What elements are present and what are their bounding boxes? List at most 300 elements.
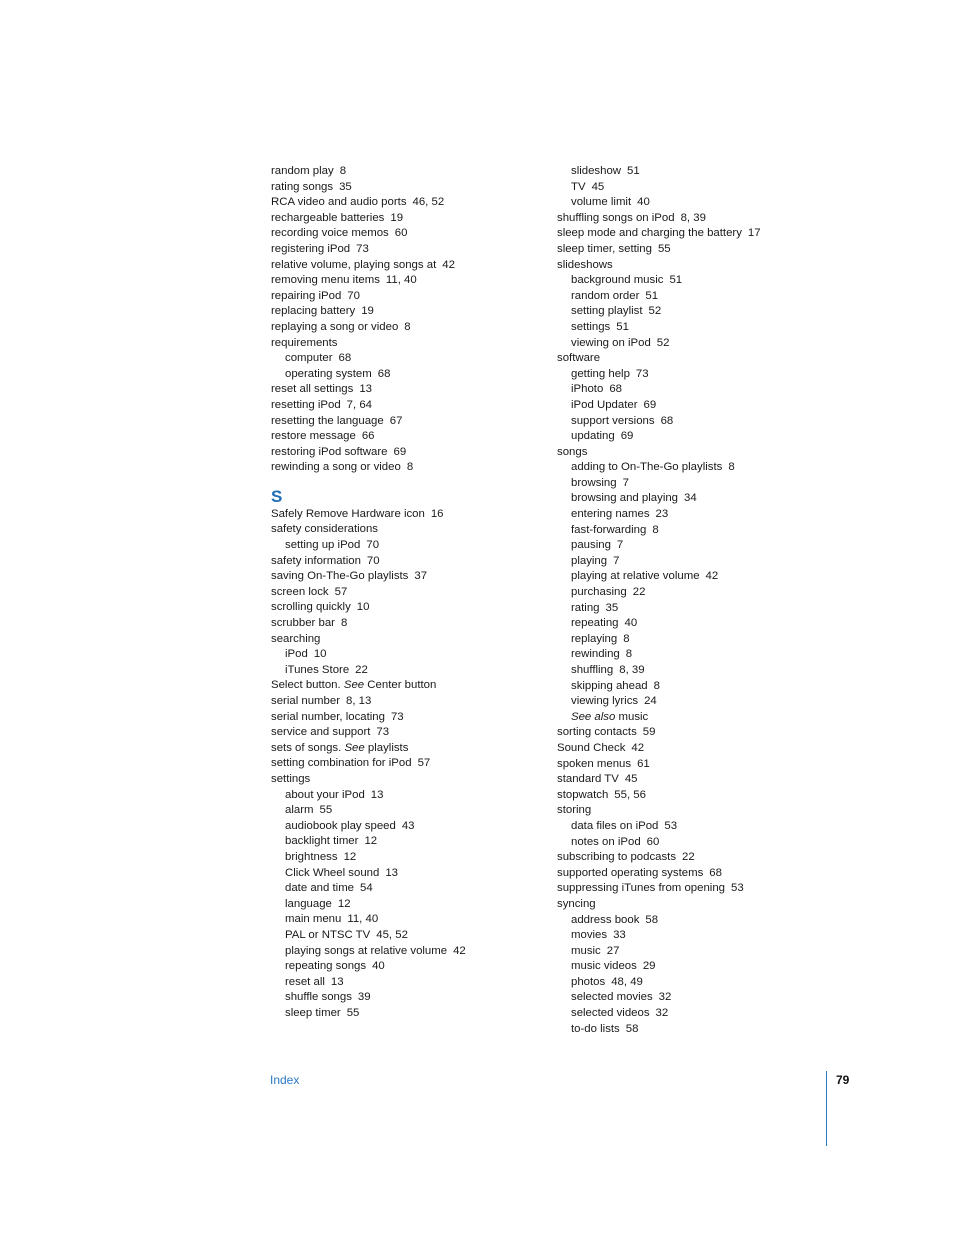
page-refs: 42: [442, 258, 455, 271]
index-entry: [271, 180, 531, 196]
page-refs: 73: [356, 242, 369, 255]
index-subentry: [557, 601, 837, 617]
page-refs: 7, 64: [346, 398, 372, 411]
entry-term: sleep timer, setting: [557, 242, 652, 255]
page-refs: 12: [337, 897, 351, 910]
index-subentry: [271, 819, 531, 835]
entry-term: repeating: [571, 617, 619, 630]
index-entry: [271, 445, 531, 461]
index-subentry: [557, 694, 837, 710]
entry-term: scrubber bar: [271, 617, 335, 630]
entry-term: data files on iPod: [571, 819, 659, 832]
index-entry: [271, 710, 531, 726]
entry-term: sets of songs.: [271, 741, 342, 754]
index-subentry: [557, 460, 837, 476]
entry-term: brightness: [285, 850, 338, 863]
see-reference: See: [343, 679, 365, 692]
page-refs: 12: [364, 835, 378, 848]
page-refs: 8: [625, 648, 633, 661]
page-refs: 11, 40: [347, 913, 379, 926]
entry-term: iPhoto: [571, 383, 604, 396]
index-entry: [271, 289, 531, 305]
index-entry: [271, 522, 531, 538]
page-refs: 73: [635, 367, 649, 380]
entry-term: shuffle songs: [285, 991, 352, 1004]
page-refs: 27: [606, 944, 620, 957]
index-subentry: [271, 850, 531, 866]
index-column-right: [557, 164, 837, 1037]
index-subentry: [271, 663, 531, 679]
page-refs: 22: [355, 663, 368, 676]
page-refs: 55: [319, 804, 333, 817]
page-refs: 45: [624, 773, 638, 786]
entry-term: address book: [571, 913, 640, 926]
page-refs: 51: [627, 165, 640, 177]
entry-term: selected movies: [571, 991, 653, 1004]
index-subentry: [271, 990, 531, 1006]
index-subentry: [271, 944, 531, 960]
entry-term: volume limit: [571, 196, 632, 209]
entry-term: sleep timer: [285, 1006, 341, 1019]
page-refs: 54: [360, 882, 373, 895]
index-entry: [271, 616, 531, 632]
page-refs: 60: [394, 227, 408, 240]
index-entry: [271, 195, 531, 211]
index-entry: [271, 304, 531, 320]
index-subentry: [557, 616, 837, 632]
index-entry: [557, 788, 837, 804]
entry-term: settings: [571, 320, 611, 333]
index-subentry: [557, 476, 837, 492]
page-refs: 8, 39: [619, 664, 645, 676]
index-entry: [271, 569, 531, 585]
entry-term: playing at relative volume: [571, 570, 700, 583]
entry-term: scrolling quickly: [271, 601, 351, 614]
index-entry: [271, 460, 531, 476]
page-refs: 51: [645, 289, 659, 302]
index-subentry: [557, 569, 837, 585]
page-refs: 48, 49: [611, 975, 643, 988]
page-refs: 10: [356, 601, 370, 614]
entry-term: purchasing: [571, 586, 627, 599]
see-also-reference: See also: [571, 710, 616, 723]
page-refs: 19: [361, 305, 374, 318]
page-refs: 8, 39: [680, 211, 706, 224]
entry-term: entering names: [571, 508, 650, 521]
page-refs: 8: [339, 165, 347, 177]
index-entry: [271, 211, 531, 227]
entry-term: operating system: [285, 367, 372, 380]
page-refs: 42: [631, 741, 645, 754]
page-refs: 55: [346, 1006, 360, 1019]
page-refs: 8: [728, 461, 735, 474]
page-refs: 58: [645, 913, 659, 926]
index-entry: [557, 226, 837, 242]
index-subentry: [557, 398, 837, 414]
page-refs: 68: [609, 383, 622, 396]
see-reference: See: [344, 741, 365, 754]
entry-term: playing songs at relative volume: [285, 944, 448, 957]
entry-term: RCA video and audio ports: [271, 196, 407, 209]
index-entry: [271, 756, 531, 772]
index-subentry: [557, 990, 837, 1006]
page-refs: 33: [613, 929, 626, 942]
page-refs: 68: [338, 352, 352, 365]
index-entry: [557, 242, 837, 258]
index-subentry: [271, 928, 531, 944]
page-refs: 19: [390, 211, 404, 224]
entry-term: relative volume, playing songs at: [271, 258, 437, 271]
page-refs: 68: [709, 866, 722, 879]
page-refs: 35: [339, 180, 352, 193]
page-refs: 66: [361, 430, 375, 443]
entry-term: alarm: [285, 804, 314, 817]
entry-term: Select button.: [271, 679, 341, 692]
index-subentry: [557, 304, 837, 320]
page-refs: 52: [648, 305, 662, 318]
index-subentry: [557, 710, 837, 726]
entry-term: software: [557, 352, 601, 365]
entry-term: Sound Check: [557, 741, 626, 754]
entry-term: browsing and playing: [571, 492, 679, 505]
entry-term: restoring iPod software: [271, 445, 388, 458]
entry-term: viewing lyrics: [571, 695, 639, 708]
page-refs: 57: [334, 585, 348, 598]
entry-term: language: [285, 897, 332, 910]
index-subentry: [271, 834, 531, 850]
entry-term: syncing: [557, 897, 596, 910]
entry-term: serial number, locating: [271, 710, 385, 723]
page-refs: 57: [417, 757, 431, 770]
index-subentry: [271, 788, 531, 804]
entry-term: restore message: [271, 430, 356, 443]
entry-term: random order: [571, 289, 640, 302]
page-refs: 73: [390, 710, 404, 723]
entry-term: TV: [571, 180, 586, 193]
entry-term: audiobook play speed: [285, 819, 396, 832]
index-subentry: [271, 647, 531, 663]
index-subentry: [557, 507, 837, 523]
see-target: playlists: [367, 741, 409, 754]
page-refs: 69: [643, 398, 657, 411]
entry-term: slideshows: [557, 258, 613, 271]
index-subentry: [557, 679, 837, 695]
entry-term: getting help: [571, 367, 630, 380]
entry-term: requirements: [271, 336, 338, 349]
index-entry: [557, 351, 837, 367]
page-refs: 51: [616, 320, 629, 333]
index-entry: [557, 725, 837, 741]
entry-term: serial number: [271, 695, 341, 707]
entry-term: main menu: [285, 913, 342, 926]
index-subentry: [557, 320, 837, 336]
page-refs: 42: [453, 944, 466, 957]
see-target: Center button: [367, 679, 437, 692]
index-letter-heading: S: [271, 486, 283, 506]
index-entry: [557, 445, 837, 461]
index-entry: [557, 897, 837, 913]
index-entry: [271, 585, 531, 601]
entry-term: replacing battery: [271, 305, 356, 318]
index-entry: [557, 211, 837, 227]
page-refs: 43: [401, 819, 415, 832]
page-refs: 7: [613, 554, 620, 567]
entry-term: notes on iPod: [571, 835, 641, 848]
entry-term: selected videos: [571, 1007, 650, 1020]
entry-term: playing: [571, 554, 608, 567]
page-refs: 73: [376, 726, 390, 739]
index-entry: [271, 398, 531, 414]
index-subentry: [557, 663, 837, 679]
index-entry: [271, 694, 531, 710]
page-refs: 35: [605, 601, 619, 614]
page-refs: 8: [623, 632, 630, 645]
index-subentry: [557, 523, 837, 539]
entry-term: recording voice memos: [271, 227, 389, 240]
index-subentry: [271, 897, 531, 913]
page-refs: 60: [646, 835, 660, 848]
entry-term: registering iPod: [271, 242, 351, 255]
entry-term: skipping ahead: [571, 679, 648, 692]
index-subentry: [271, 803, 531, 819]
entry-term: replaying a song or video: [271, 320, 399, 333]
index-subentry: [557, 336, 837, 352]
entry-term: about your iPod: [285, 788, 365, 801]
index-entry: [557, 850, 837, 866]
index-subentry: [557, 819, 837, 835]
entry-term: replaying: [571, 632, 618, 645]
footer-divider: [826, 1071, 827, 1146]
index-column-left: [271, 164, 531, 1021]
entry-term: resetting iPod: [271, 398, 341, 411]
index-subentry: [557, 273, 837, 289]
page-refs: 7: [622, 476, 629, 489]
index-subentry: [557, 429, 837, 445]
index-subentry: [557, 382, 837, 398]
index-subentry: [271, 866, 531, 882]
entry-term: suppressing iTunes from opening: [557, 882, 726, 895]
index-entry: [271, 336, 531, 352]
index-subentry: [557, 554, 837, 570]
entry-term: sorting contacts: [557, 726, 637, 739]
entry-term: backlight timer: [285, 835, 359, 848]
page-refs: 34: [684, 492, 697, 505]
page-refs: 61: [637, 757, 650, 770]
entry-term: reset all: [285, 975, 325, 988]
page-refs: 8: [340, 617, 348, 630]
index-subentry: [557, 928, 837, 944]
page-refs: 16: [430, 507, 444, 520]
entry-term: service and support: [271, 726, 371, 739]
entry-term: viewing on iPod: [571, 336, 651, 349]
footer-section-label: Index: [270, 1073, 300, 1087]
entry-term: settings: [271, 772, 311, 785]
entry-term: to-do lists: [571, 1022, 620, 1035]
entry-term: setting up iPod: [285, 539, 361, 552]
page-refs: 70: [366, 554, 380, 567]
index-entry: [271, 226, 531, 242]
entry-term: searching: [271, 632, 321, 645]
index-subentry: [557, 538, 837, 554]
index-entry: [271, 382, 531, 398]
entry-term: subscribing to podcasts: [557, 851, 677, 864]
page-refs: 24: [644, 695, 657, 708]
entry-term: setting combination for iPod: [271, 757, 412, 770]
index-subentry: [271, 912, 531, 928]
page-refs: 22: [682, 851, 695, 864]
page-refs: 39: [357, 991, 371, 1004]
index-entry: [271, 725, 531, 741]
page-refs: 45: [591, 180, 605, 193]
index-entry: [557, 772, 837, 788]
index-subentry: [557, 585, 837, 601]
index-subentry: [557, 632, 837, 648]
page-refs: 70: [366, 539, 380, 552]
index-subentry: [271, 1006, 531, 1022]
index-entry: [271, 554, 531, 570]
page-refs: 55: [657, 242, 671, 255]
entry-term: computer: [285, 352, 333, 365]
page-refs: 22: [632, 586, 646, 599]
index-subentry: [271, 975, 531, 991]
entry-term: sleep mode and charging the battery: [557, 227, 742, 240]
entry-term: rewinding: [571, 648, 620, 661]
page-refs: 8: [406, 461, 414, 474]
entry-term: browsing: [571, 476, 617, 489]
index-subentry: [557, 835, 837, 851]
index-subentry: [557, 289, 837, 305]
page-refs: 58: [625, 1022, 639, 1035]
entry-term: Click Wheel sound: [285, 866, 380, 879]
see-target: music: [618, 710, 649, 723]
index-entry: [557, 803, 837, 819]
index-subentry: [557, 647, 837, 663]
index-entry: [271, 429, 531, 445]
page-refs: 37: [414, 570, 428, 583]
page-refs: 42: [705, 570, 719, 583]
entry-term: movies: [571, 929, 608, 942]
entry-term: pausing: [571, 539, 611, 552]
index-subentry: [557, 195, 837, 211]
page-refs: 52: [656, 336, 670, 349]
page-refs: 67: [389, 414, 403, 427]
index-subentry: [557, 164, 837, 180]
index-subentry: [271, 959, 531, 975]
page-refs: 69: [620, 430, 634, 443]
page-refs: 53: [664, 819, 678, 832]
page-refs: 53: [731, 882, 744, 895]
page-refs: 69: [393, 445, 407, 458]
page-refs: 8, 13: [346, 695, 372, 707]
entry-term: songs: [557, 445, 588, 458]
page-refs: 13: [359, 383, 372, 396]
index-entry: [557, 881, 837, 897]
index-entry: [271, 273, 531, 289]
page-refs: 7: [616, 539, 624, 552]
page-refs: 40: [637, 196, 650, 209]
entry-term: standard TV: [557, 773, 619, 786]
page-refs: 40: [624, 617, 638, 630]
entry-term: photos: [571, 975, 606, 988]
index-entry: [271, 320, 531, 336]
index-entry: [557, 258, 837, 274]
page-refs: 40: [372, 960, 385, 973]
entry-term: safety considerations: [271, 523, 379, 536]
index-entry: [557, 866, 837, 882]
index-entry: [271, 741, 531, 757]
page-refs: 45, 52: [376, 928, 408, 941]
entry-term: slideshow: [571, 165, 622, 177]
index-subentry: [557, 1006, 837, 1022]
entry-term: rating: [571, 601, 600, 614]
entry-term: setting playlist: [571, 305, 643, 318]
index-entry: [557, 757, 837, 773]
page-refs: 32: [658, 991, 672, 1004]
page-refs: 55, 56: [614, 788, 646, 801]
entry-term: rewinding a song or video: [271, 461, 401, 474]
page-refs: 46, 52: [412, 196, 445, 209]
entry-term: supported operating systems: [557, 866, 704, 879]
index-subentry: [557, 975, 837, 991]
page-refs: 12: [343, 850, 357, 863]
entry-term: safety information: [271, 554, 361, 567]
page-refs: 23: [655, 508, 669, 521]
index-subentry: [271, 367, 531, 383]
page-refs: 11, 40: [385, 274, 417, 287]
index-entry: [271, 600, 531, 616]
entry-term: music videos: [571, 960, 637, 973]
entry-term: stopwatch: [557, 788, 609, 801]
page-refs: 51: [669, 274, 683, 287]
page-refs: 32: [655, 1007, 669, 1020]
index-subentry: [271, 881, 531, 897]
page-refs: 13: [330, 975, 344, 988]
index-subentry: [557, 367, 837, 383]
page-refs: 8: [404, 320, 411, 333]
index-entry: [271, 632, 531, 648]
entry-term: saving On-The-Go playlists: [271, 570, 409, 583]
entry-term: Safely Remove Hardware icon: [271, 507, 425, 520]
entry-term: shuffling songs on iPod: [557, 211, 675, 224]
entry-term: rating songs: [271, 180, 334, 193]
page-refs: 17: [747, 227, 761, 240]
entry-term: iTunes Store: [285, 663, 350, 676]
page-refs: 59: [642, 726, 656, 739]
index-entry: [271, 772, 531, 788]
entry-term: repairing iPod: [271, 289, 342, 302]
index-subentry: [557, 959, 837, 975]
entry-term: support versions: [571, 414, 655, 427]
entry-term: removing menu items: [271, 274, 380, 287]
entry-term: resetting the language: [271, 414, 384, 427]
entry-term: storing: [557, 804, 592, 817]
entry-term: adding to On-The-Go playlists: [571, 461, 723, 474]
index-entry: [557, 741, 837, 757]
page-refs: 13: [385, 866, 399, 879]
entry-term: spoken menus: [557, 757, 632, 770]
index-subentry: [557, 180, 837, 196]
index-entry: [271, 258, 531, 274]
page-refs: 68: [660, 414, 674, 427]
entry-term: shuffling: [571, 664, 614, 676]
page-refs: 8: [653, 679, 660, 692]
page-number: 79: [836, 1073, 850, 1087]
entry-term: random play: [271, 165, 334, 177]
entry-term: screen lock: [271, 585, 329, 598]
index-subentry: [557, 913, 837, 929]
entry-term: iPod: [285, 648, 308, 661]
entry-term: reset all settings: [271, 383, 354, 396]
